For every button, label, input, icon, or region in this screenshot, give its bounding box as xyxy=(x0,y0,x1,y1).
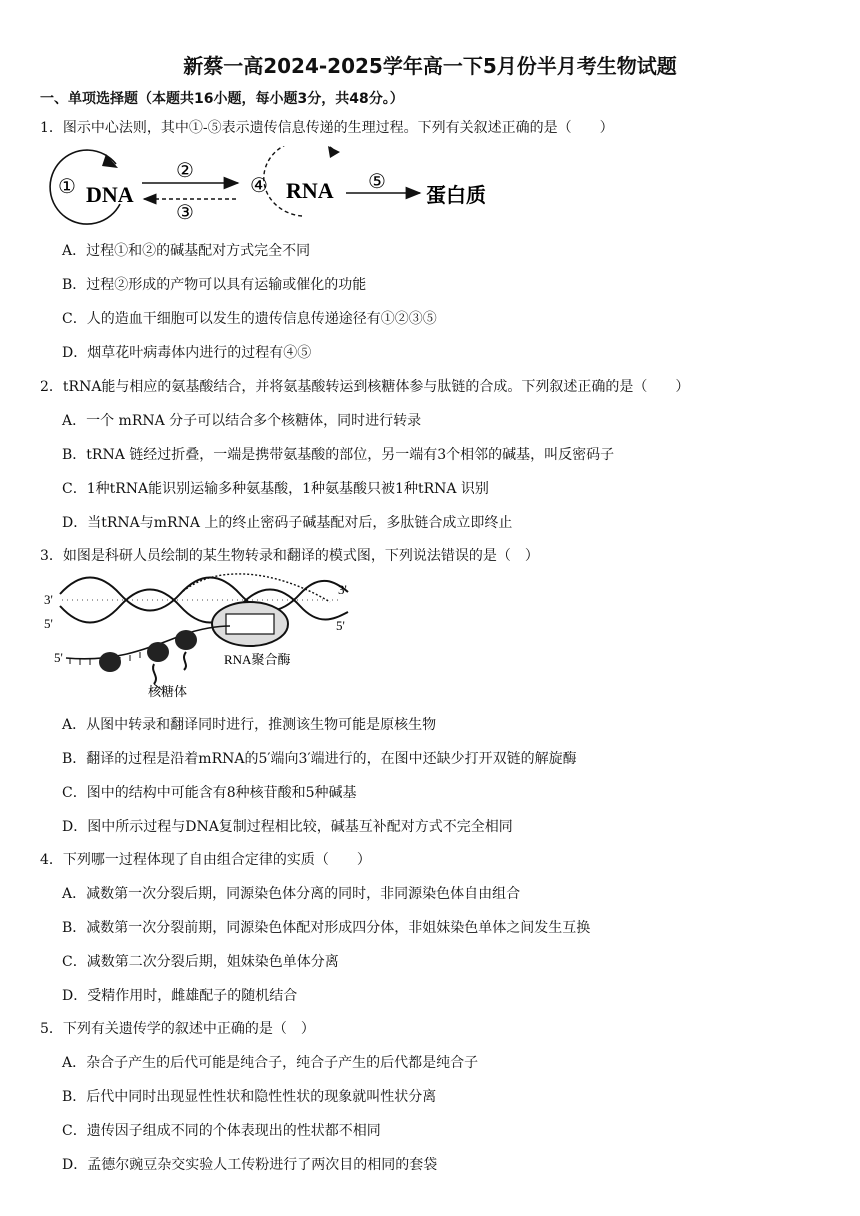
question-1-option-b[interactable]: B．过程②形成的产物可以具有运输或催化的功能 xyxy=(62,277,367,293)
question-3-option-a[interactable]: A．从图中转录和翻译同时进行，推测该生物可能是原核生物 xyxy=(62,717,437,733)
rna-label: RNA xyxy=(286,178,334,203)
process-1-label: ① xyxy=(58,176,76,198)
question-4-option-a[interactable]: A．减数第一次分裂后期，同源染色体分离的同时，非同源染色体自由组合 xyxy=(62,886,521,902)
label-5prime-right: 5' xyxy=(336,618,345,633)
question-1-stem: 1．图示中心法则，其中①-⑤表示遗传信息传递的生理过程。下列有关叙述正确的是（ ） xyxy=(40,120,614,136)
dna-strand-1 xyxy=(60,578,348,611)
question-1-option-d[interactable]: D．烟草花叶病毒体内进行的过程有④⑤ xyxy=(62,345,312,361)
question-5-option-b[interactable]: B．后代中同时出现显性性状和隐性性状的现象就叫性状分离 xyxy=(62,1089,437,1105)
ribosome-2 xyxy=(147,642,169,662)
question-4-option-b[interactable]: B．减数第一次分裂前期，同源染色体配对形成四分体，非姐妹染色单体之间发生互换 xyxy=(62,920,591,936)
question-2-option-b[interactable]: B．tRNA 链经过折叠，一端是携带氨基酸的部位，另一端有3个相邻的碱基，叫反密码子 xyxy=(62,447,615,463)
rna-polymerase-label: RNA聚合酶 xyxy=(224,652,291,667)
ribosome-1 xyxy=(99,652,121,672)
process-2-label: ② xyxy=(176,160,194,182)
label-5prime-mrna: 5' xyxy=(54,650,63,665)
question-3-option-c[interactable]: C．图中的结构中可能含有8种核苷酸和5种碱基 xyxy=(62,785,357,801)
dna-label: DNA xyxy=(86,182,134,207)
question-5-option-d[interactable]: D．孟德尔豌豆杂交实验人工传粉进行了两次目的相同的套袋 xyxy=(62,1157,438,1173)
transcription-translation-diagram xyxy=(40,572,370,706)
question-2-stem: 2．tRNA能与相应的氨基酸结合，并将氨基酸转运到核糖体参与肽链的合成。下列叙述正确的是（ ） xyxy=(40,379,690,395)
question-3-stem: 3．如图是科研人员绘制的某生物转录和翻译的模式图，下列说法错误的是（ ） xyxy=(40,548,539,564)
process-4-label: ④ xyxy=(250,175,268,197)
label-3prime-top-left: 3' xyxy=(44,592,53,607)
question-1-option-c[interactable]: C．人的造血干细胞可以发生的遗传信息传递途径有①②③⑤ xyxy=(62,311,437,327)
question-5-stem: 5．下列有关遗传学的叙述中正确的是（ ） xyxy=(40,1021,315,1037)
question-2-option-d[interactable]: D．当tRNA与mRNA 上的终止密码子碱基配对后，多肽链合成立即终止 xyxy=(62,515,513,531)
question-4-option-c[interactable]: C．减数第二次分裂后期，姐妹染色单体分离 xyxy=(62,954,339,970)
polypeptide-chain xyxy=(153,664,156,684)
process-5-label: ⑤ xyxy=(368,171,386,193)
question-2-option-c[interactable]: C．1种tRNA能识别运输多种氨基酸，1种氨基酸只被1种tRNA 识别 xyxy=(62,481,489,497)
protein-label: 蛋白质 xyxy=(426,185,486,207)
replication-arrowhead xyxy=(102,154,118,168)
question-2-option-a[interactable]: A．一个 mRNA 分子可以结合多个核糖体，同时进行转录 xyxy=(62,413,422,429)
section-heading: 一、单项选择题（本题共16小题，每小题3分，共48分。） xyxy=(40,91,404,107)
polypeptide-chain-2 xyxy=(184,652,186,670)
question-4-stem: 4．下列哪一过程体现了自由组合定律的实质（ ） xyxy=(40,852,371,868)
dna-strand-2 xyxy=(60,590,348,623)
central-dogma-diagram xyxy=(40,146,510,230)
label-3prime-right: 3' xyxy=(338,582,347,597)
question-5-option-c[interactable]: C．遗传因子组成不同的个体表现出的性状都不相同 xyxy=(62,1123,381,1139)
question-3-option-d[interactable]: D．图中所示过程与DNA复制过程相比较，碱基互补配对方式不完全相同 xyxy=(62,819,513,835)
question-3-option-b[interactable]: B．翻译的过程是沿着mRNA的5′端向3′端进行的，在图中还缺少打开双链的解旋酶 xyxy=(62,751,577,767)
page-title: 新蔡一高2024-2025学年高一下5月份半月考生物试题 xyxy=(183,54,677,78)
label-5prime-mid-left: 5' xyxy=(44,616,53,631)
ribosome-label: 核糖体 xyxy=(148,684,188,699)
transcription-bubble xyxy=(226,614,274,634)
rna-replication-arrowhead xyxy=(328,146,340,158)
ribosome-3 xyxy=(175,630,197,650)
question-1-option-a[interactable]: A．过程①和②的碱基配对方式完全不同 xyxy=(62,243,311,259)
question-5-option-a[interactable]: A．杂合子产生的后代可能是纯合子，纯合子产生的后代都是纯合子 xyxy=(62,1055,479,1071)
process-3-label: ③ xyxy=(176,202,194,224)
question-4-option-d[interactable]: D．受精作用时，雌雄配子的随机结合 xyxy=(62,988,298,1004)
